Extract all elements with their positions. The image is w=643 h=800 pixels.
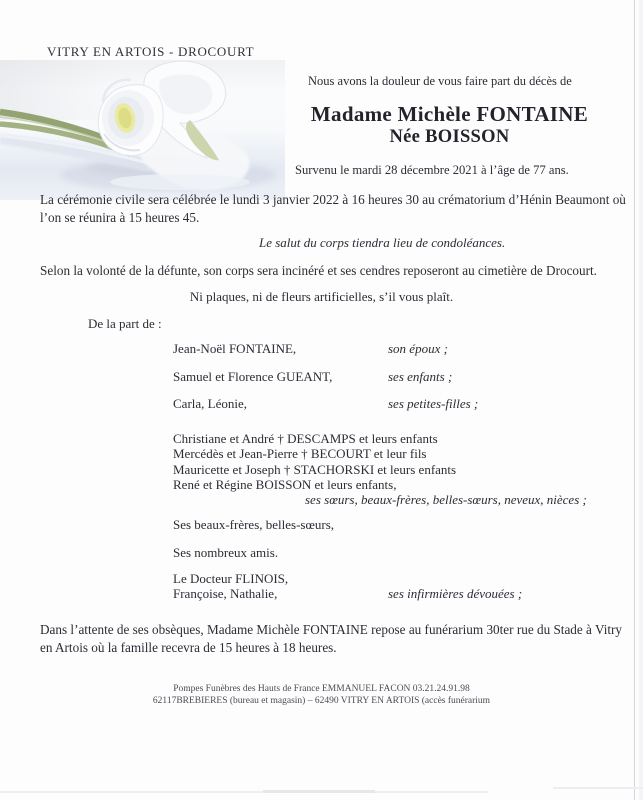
family-member-relation: ses enfants ; — [388, 368, 453, 384]
friends-line: Ses nombreux amis. — [173, 545, 279, 560]
from-label: De la part de : — [88, 316, 162, 331]
page-title: VITRY EN ARTOIS - DROCOURT — [47, 44, 255, 59]
family-member-name: Carla, Léonie, — [173, 396, 247, 411]
condolences-note: Le salut du corps tiendra lieu de condoléances. — [259, 235, 506, 250]
family-row — [173, 397, 623, 411]
funeral-home-footer — [0, 683, 643, 707]
footer-line-2: 62117BREBIERES (bureau et magasin) – 62490 VITRY EN ARTOIS (accès funérarium — [152, 696, 491, 706]
siblings-group — [173, 431, 633, 507]
nurses-relation: ses infirmières dévouées ; — [388, 586, 523, 602]
family-row — [173, 370, 623, 384]
no-flowers-note: Ni plaques, ni de fleurs artificielles, s’il vous plaît. — [189, 289, 454, 304]
siblings-relation: ses sœurs, beaux-frères, belles-sœurs, neveux, nièces ; — [305, 492, 587, 508]
family-member-relation: ses petites-filles ; — [388, 396, 479, 411]
footer-line-1: Pompes Funèbres des Hauts de France EMMANUEL FACON 03.21.24.91.98 — [173, 684, 470, 694]
maiden-name: Née BOISSON — [389, 127, 510, 147]
cremation-note: Selon la volonté de la défunte, son corps sera incinéré et ses cendres reposeront au cimetière de Drocourt. — [40, 263, 597, 278]
nurses-names: Françoise, Nathalie, — [173, 586, 278, 602]
calla-lily-photo — [0, 60, 285, 200]
medical-block — [173, 571, 623, 602]
sibling-line: René et Régine BOISSON et leurs enfants, — [173, 476, 397, 492]
ceremony-paragraph: La cérémonie civile sera célébrée le lundi 3 janvier 2022 à 16 heures 30 au crématorium d’Hénin Beaumont où l’on se réunira à 15 heures 45. — [40, 192, 626, 225]
family-row — [173, 342, 623, 356]
scan-edge-right — [634, 0, 635, 800]
announcement-header — [283, 74, 628, 178]
intro-line: Nous avons la douleur de vous faire part du décès de — [308, 74, 572, 88]
death-date-line: Survenu le mardi 28 décembre 2021 à l’âge de 77 ans. — [295, 163, 569, 177]
scan-edge-bottom-right — [553, 787, 643, 789]
scan-edge-right-light — [639, 0, 643, 800]
doctor-line: Le Docteur FLINOIS, — [173, 571, 289, 586]
sibling-line: Mercédès et Jean-Pierre † BECOURT et leur fils — [173, 446, 427, 462]
family-member-name: Samuel et Florence GUEANT, — [173, 368, 333, 384]
family-list — [173, 342, 623, 425]
family-member-name: Jean-Noël FONTAINE, — [173, 341, 297, 356]
sibling-line: Christiane et André † DESCAMPS et leurs enfants — [173, 431, 438, 446]
scan-edge-bottom-left — [0, 791, 488, 793]
in-laws-line: Ses beaux-frères, belles-sœurs, — [173, 517, 335, 532]
sibling-line: Mauricette et Joseph † STACHORSKI et leurs enfants — [173, 461, 457, 477]
calla-lily-illustration — [0, 60, 285, 200]
nurses-row — [173, 586, 623, 601]
repose-paragraph: Dans l’attente de ses obsèques, Madame Michèle FONTAINE repose au funérarium 30ter rue du Stade à Vitry en Artois où la famille recevra de 15 heures à 18 heures. — [40, 622, 623, 655]
deceased-name: Madame Michèle FONTAINE — [310, 102, 589, 126]
family-member-relation: son époux ; — [388, 341, 448, 356]
scan-edge-bottom-mid — [263, 790, 375, 793]
